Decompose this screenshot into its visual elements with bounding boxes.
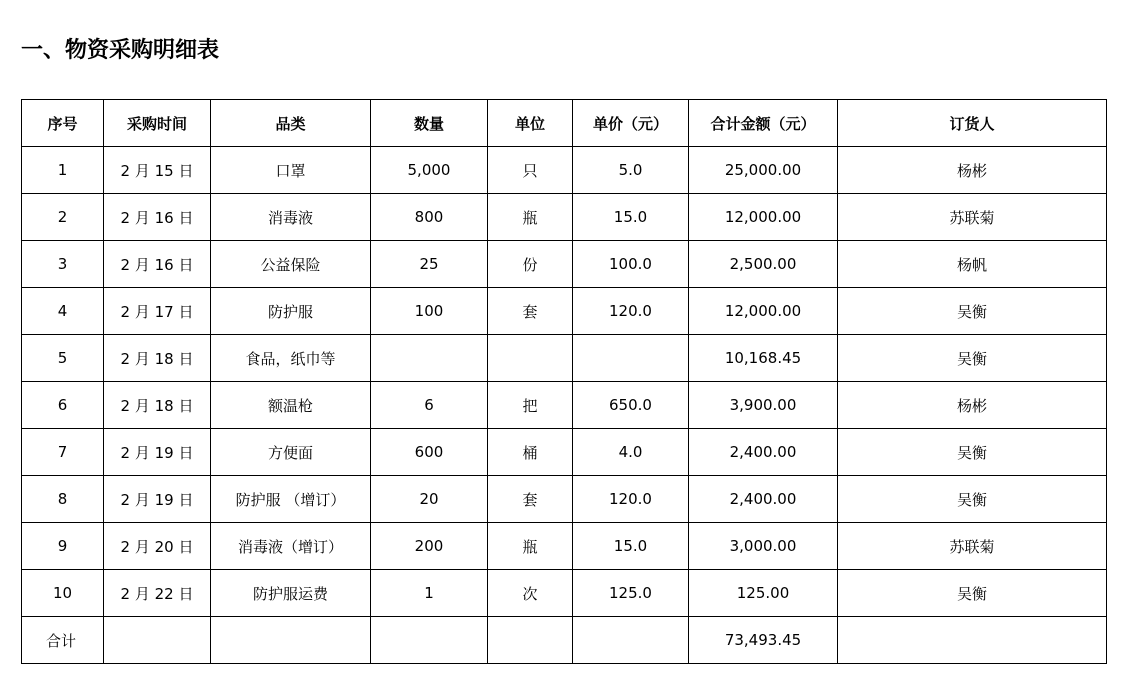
cell-quantity: 5,000 [371, 147, 488, 194]
cell-unit: 瓶 [488, 194, 573, 241]
cell-unit-price: 15.0 [573, 194, 689, 241]
cell-quantity [371, 335, 488, 382]
cell-date: 2 月 19 日 [104, 476, 211, 523]
header-orderer: 订货人 [838, 100, 1107, 147]
cell-total-amount: 3,900.00 [689, 382, 838, 429]
table-header-row [22, 100, 1107, 147]
header-date: 采购时间 [104, 100, 211, 147]
cell-date: 2 月 16 日 [104, 194, 211, 241]
total-label: 合计 [22, 617, 104, 664]
total-empty-cell [488, 617, 573, 664]
cell-total-amount: 12,000.00 [689, 288, 838, 335]
cell-quantity: 20 [371, 476, 488, 523]
cell-unit-price: 125.0 [573, 570, 689, 617]
header-quantity: 数量 [371, 100, 488, 147]
cell-index: 4 [22, 288, 104, 335]
table-row [22, 241, 1107, 288]
cell-quantity: 100 [371, 288, 488, 335]
cell-category: 额温枪 [211, 382, 371, 429]
cell-unit-price: 4.0 [573, 429, 689, 476]
total-empty-cell [104, 617, 211, 664]
cell-index: 6 [22, 382, 104, 429]
table-row [22, 570, 1107, 617]
procurement-table [21, 99, 1107, 664]
table-row [22, 194, 1107, 241]
cell-date: 2 月 15 日 [104, 147, 211, 194]
cell-date: 2 月 18 日 [104, 382, 211, 429]
cell-unit: 份 [488, 241, 573, 288]
cell-index: 10 [22, 570, 104, 617]
header-total-amount: 合计金额（元） [689, 100, 838, 147]
cell-date: 2 月 22 日 [104, 570, 211, 617]
cell-unit-price [573, 335, 689, 382]
cell-date: 2 月 20 日 [104, 523, 211, 570]
cell-total-amount: 2,400.00 [689, 476, 838, 523]
cell-total-amount: 12,000.00 [689, 194, 838, 241]
cell-orderer: 苏联菊 [838, 194, 1107, 241]
cell-orderer: 吴衡 [838, 429, 1107, 476]
cell-category: 消毒液（增订） [211, 523, 371, 570]
cell-date: 2 月 18 日 [104, 335, 211, 382]
header-category: 品类 [211, 100, 371, 147]
cell-category: 食品，纸巾等 [211, 335, 371, 382]
table-row [22, 523, 1107, 570]
cell-category: 防护服 （增订） [211, 476, 371, 523]
cell-unit: 把 [488, 382, 573, 429]
cell-date: 2 月 16 日 [104, 241, 211, 288]
cell-quantity: 6 [371, 382, 488, 429]
cell-unit: 次 [488, 570, 573, 617]
total-empty-cell [838, 617, 1107, 664]
cell-total-amount: 2,400.00 [689, 429, 838, 476]
total-amount: 73,493.45 [689, 617, 838, 664]
cell-quantity: 600 [371, 429, 488, 476]
cell-category: 公益保险 [211, 241, 371, 288]
cell-index: 7 [22, 429, 104, 476]
cell-total-amount: 2,500.00 [689, 241, 838, 288]
table-row [22, 476, 1107, 523]
cell-index: 5 [22, 335, 104, 382]
cell-unit [488, 335, 573, 382]
cell-orderer: 吴衡 [838, 570, 1107, 617]
cell-index: 9 [22, 523, 104, 570]
cell-total-amount: 125.00 [689, 570, 838, 617]
cell-unit-price: 15.0 [573, 523, 689, 570]
cell-quantity: 200 [371, 523, 488, 570]
cell-unit: 套 [488, 476, 573, 523]
document-title: 一、物资采购明细表 [21, 38, 220, 63]
cell-index: 8 [22, 476, 104, 523]
cell-category: 方便面 [211, 429, 371, 476]
cell-unit: 套 [488, 288, 573, 335]
cell-quantity: 25 [371, 241, 488, 288]
table-row [22, 382, 1107, 429]
table-row [22, 335, 1107, 382]
table-row [22, 147, 1107, 194]
cell-total-amount: 3,000.00 [689, 523, 838, 570]
header-unit-price: 单价（元） [573, 100, 689, 147]
cell-index: 1 [22, 147, 104, 194]
header-unit: 单位 [488, 100, 573, 147]
cell-category: 口罩 [211, 147, 371, 194]
cell-index: 3 [22, 241, 104, 288]
procurement-table-container [21, 99, 1107, 664]
cell-orderer: 吴衡 [838, 288, 1107, 335]
cell-unit-price: 120.0 [573, 288, 689, 335]
cell-total-amount: 25,000.00 [689, 147, 838, 194]
cell-unit-price: 650.0 [573, 382, 689, 429]
cell-unit: 只 [488, 147, 573, 194]
cell-orderer: 杨彬 [838, 382, 1107, 429]
cell-date: 2 月 19 日 [104, 429, 211, 476]
cell-unit-price: 5.0 [573, 147, 689, 194]
cell-category: 防护服运费 [211, 570, 371, 617]
cell-unit: 桶 [488, 429, 573, 476]
total-empty-cell [573, 617, 689, 664]
total-row [22, 617, 1107, 664]
cell-index: 2 [22, 194, 104, 241]
table-row [22, 429, 1107, 476]
cell-total-amount: 10,168.45 [689, 335, 838, 382]
cell-date: 2 月 17 日 [104, 288, 211, 335]
cell-quantity: 1 [371, 570, 488, 617]
cell-unit: 瓶 [488, 523, 573, 570]
cell-unit-price: 120.0 [573, 476, 689, 523]
header-index: 序号 [22, 100, 104, 147]
cell-category: 防护服 [211, 288, 371, 335]
cell-unit-price: 100.0 [573, 241, 689, 288]
cell-orderer: 吴衡 [838, 476, 1107, 523]
cell-category: 消毒液 [211, 194, 371, 241]
table-row [22, 288, 1107, 335]
cell-orderer: 苏联菊 [838, 523, 1107, 570]
total-empty-cell [211, 617, 371, 664]
cell-orderer: 杨彬 [838, 147, 1107, 194]
cell-orderer: 吴衡 [838, 335, 1107, 382]
cell-orderer: 杨帆 [838, 241, 1107, 288]
total-empty-cell [371, 617, 488, 664]
cell-quantity: 800 [371, 194, 488, 241]
